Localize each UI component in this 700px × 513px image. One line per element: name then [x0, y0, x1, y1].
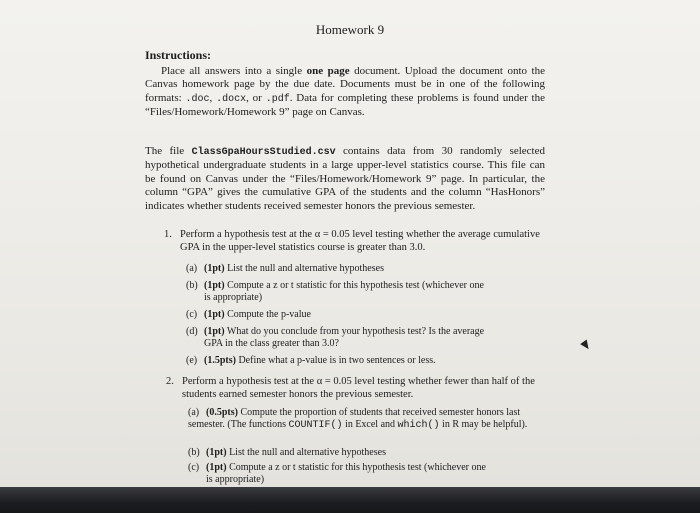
q1a-text: List the null and alternative hypotheses	[227, 263, 384, 274]
mouse-cursor-icon	[580, 340, 592, 352]
q2-part-a	[188, 407, 540, 432]
description-text-1: The file	[145, 145, 192, 157]
q1a-label: (a)	[186, 263, 198, 274]
fn-which: which()	[397, 420, 440, 431]
q2-part-c	[188, 462, 540, 486]
q1b-label: (b)	[186, 280, 198, 291]
fn-countif: COUNTIF()	[288, 420, 343, 431]
q1b-text-cont: is appropriate)	[204, 292, 263, 303]
description-paragraph	[145, 145, 545, 213]
q1-part-e	[186, 355, 546, 367]
screen-bezel	[0, 487, 700, 513]
q2a-label: (a)	[188, 407, 200, 418]
q2a-text-3: in R may be helpful).	[439, 419, 528, 430]
q1c-points: (1pt)	[204, 309, 225, 320]
q1d-text-cont: GPA in the class greater than 3.0?	[204, 338, 339, 349]
format-pdf: .pdf	[265, 93, 290, 105]
q2a-text-2: in Excel and	[342, 419, 398, 430]
q1c-text: Compute the p-value	[227, 309, 311, 320]
q2-number: 2.	[166, 376, 174, 387]
q2c-points: (1pt)	[206, 462, 227, 473]
q2c-label: (c)	[188, 462, 200, 473]
instructions-text-1: Place all answers into a single	[161, 65, 307, 77]
instructions-bold: one page	[306, 65, 350, 77]
q2b-points: (1pt)	[206, 447, 227, 458]
description-text-2: contains data from 30 randomly selected hypothetical undergraduate students in a large upper-level statistics course. This file can be found on Canvas under the “Files/Homework/Homework 9” page. In particular, the column “GPA” gives the cumulative GPA of the students and the column “HasHonors” indicates whether students received semester honors the previous semester.	[145, 145, 545, 212]
q1c-label: (c)	[186, 309, 198, 320]
q1d-text: What do you conclude from your hypothesis test? Is the average	[226, 326, 485, 337]
q2c-text: Compute a z or t statistic for this hypothesis test (whichever one	[229, 462, 486, 473]
q1b-points: (1pt)	[204, 280, 225, 291]
q2-text: Perform a hypothesis test at the α = 0.05 level testing whether fewer than half of the students earned semester honors the previous semester.	[182, 376, 535, 400]
format-docx: .docx	[216, 93, 247, 105]
q2c-text-cont: is appropriate)	[206, 474, 265, 485]
format-sep-1: ,	[209, 91, 217, 104]
page-title: Homework 9	[315, 22, 385, 37]
q1-part-b	[186, 280, 546, 304]
instructions-paragraph	[145, 65, 545, 120]
q1-part-a	[186, 263, 546, 275]
q1-text: Perform a hypothesis test at the α = 0.05 level testing whether the average cumulative GPA in the upper-level statistics course is greater than 3.0.	[180, 229, 540, 253]
q1e-points: (1.5pts)	[204, 355, 236, 366]
q2b-label: (b)	[188, 447, 200, 458]
q2b-text: List the null and alternative hypotheses	[229, 447, 386, 458]
q1d-points: (1pt)	[204, 326, 225, 337]
format-doc: .doc	[185, 93, 210, 105]
q1-part-d	[186, 326, 546, 350]
data-file-name: ClassGpaHoursStudied.csv	[191, 147, 336, 158]
format-sep-2: , or	[246, 91, 266, 104]
instructions-text-3: . Data for completing these problems is found under the “Files/Homework/Homework 9” page on Canvas.	[145, 91, 545, 119]
q2-part-b	[188, 447, 540, 459]
q1d-label: (d)	[186, 326, 198, 337]
q2a-text-1: Compute the proportion of students that received semester honors last semester. (The functions	[188, 407, 521, 430]
instructions-text-2: document. Upload the document onto the Canvas homework page by the due date. Documents must be in one of the following formats:	[145, 65, 545, 104]
q2a-points: (0.5pts)	[206, 407, 238, 418]
q1e-label: (e)	[186, 355, 198, 366]
q1e-text: Define what a p-value is in two sentences or less.	[238, 355, 436, 366]
q1a-points: (1pt)	[204, 263, 225, 274]
q1-part-c	[186, 309, 546, 321]
instructions-heading: Instructions:	[145, 48, 212, 62]
q1b-text: Compute a z or t statistic for this hypothesis test (whichever one	[227, 280, 484, 291]
q1-number: 1.	[164, 229, 172, 240]
